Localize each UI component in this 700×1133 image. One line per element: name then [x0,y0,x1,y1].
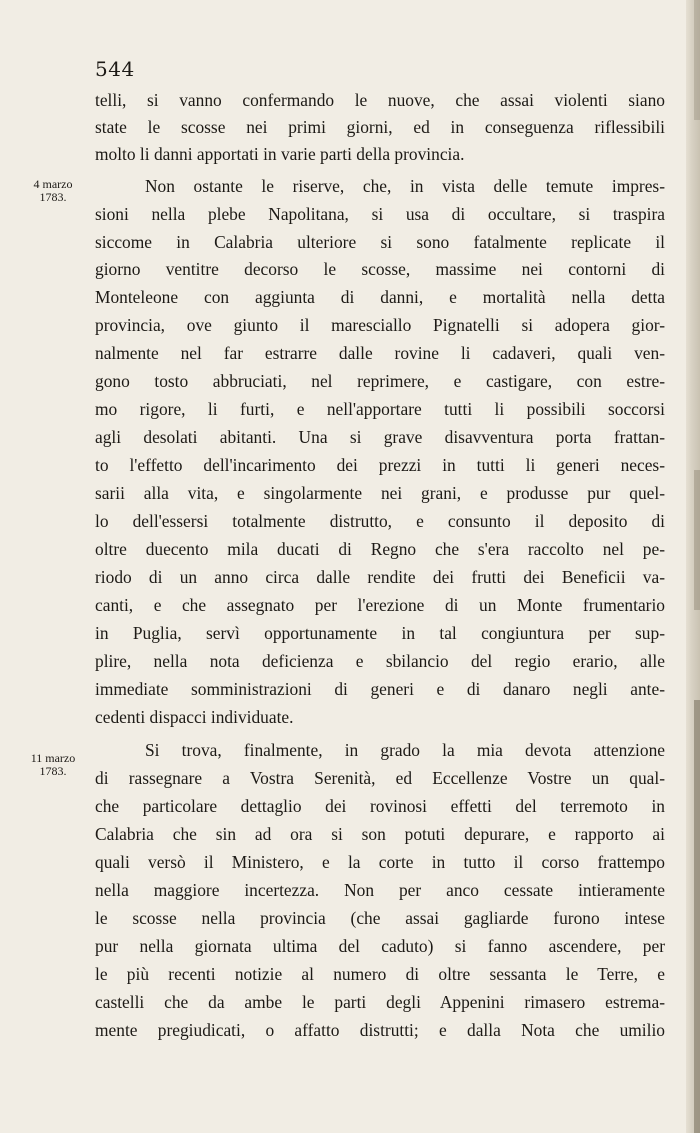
text-line: pur nella giornata ultima del caduto) si fanno ascendere, per [95,936,665,956]
text-line: riodo di un anno circa dalle rendite dei frutti dei Beneficii va- [95,567,665,587]
margin-note-year: 1783. [39,190,67,204]
text-line: Calabria che sin ad ora si son potuti depurare, e rapporto ai [95,824,665,844]
text-line: quali versò il Ministero, e la corte in tutto il corso frattempo [95,852,665,872]
text-line: cedenti dispacci individuate. [95,707,294,727]
text-line: castelli che da ambe le parti degli Appenini rimasero estrema- [95,992,665,1012]
text-line: Monteleone con aggiunta di danni, e mortalità nella detta [95,287,665,307]
text-line: gono tosto abbruciati, nel reprimere, e castigare, con estre- [95,371,665,391]
margin-note-date [18,178,88,204]
text-line: oltre duecento mila ducati di Regno che s'era raccolto nel pe- [95,539,665,559]
page-edge-shadow [686,0,700,1133]
text-line: le scosse nella provincia (che assai gagliarde furono intese [95,908,665,928]
text-line: Si trova, finalmente, in grado la mia devota attenzione [145,740,665,760]
text-line: mo rigore, li furti, e nell'apportare tutti li possibili soccorsi [95,399,665,419]
text-line: canti, e che assegnato per l'erezione di un Monte frumentario [95,595,665,615]
margin-note-year: 1783. [39,764,67,778]
text-line: di rassegnare a Vostra Serenità, ed Eccellenze Vostre un qual- [95,768,665,788]
text-line: Non ostante le riserve, che, in vista delle temute impres- [145,176,665,196]
text-line: immediate somministrazioni di generi e di danaro negli ante- [95,679,665,699]
text-line: giorno ventitre decorso le scosse, massime nei contorni di [95,259,665,279]
text-line: provincia, ove giunto il maresciallo Pignatelli si adopera gior- [95,315,665,335]
margin-note-day: 4 marzo [33,177,73,191]
text-line: molto li danni apportati in varie parti della provincia. [95,144,465,164]
text-line: nella maggiore incertezza. Non per anco cessate intieramente [95,880,665,900]
page-number: 544 [95,57,135,81]
text-line: telli, si vanno confermando le nuove, che assai violenti siano [95,90,665,110]
text-line: le più recenti notizie al numero di oltre sessanta le Terre, e [95,964,665,984]
text-line: che particolare dettaglio dei rovinosi effetti del terremoto in [95,796,665,816]
margin-note-date [18,752,88,778]
text-line: in Puglia, servì opportunamente in tal congiuntura per sup- [95,623,665,643]
text-line: siccome in Calabria ulteriore si sono fatalmente replicate il [95,232,665,252]
text-line: sarii alla vita, e singolarmente nei grani, e produsse pur quel- [95,483,665,503]
text-line: plire, nella nota deficienza e sbilancio del regio erario, alle [95,651,665,671]
text-line: agli desolati abitanti. Una si grave disavventura porta frattan- [95,427,665,447]
margin-note-day: 11 marzo [30,751,76,765]
text-line: state le scosse nei primi giorni, ed in conseguenza riflessibili [95,117,665,137]
text-line: nalmente nel far estrarre dalle rovine li cadaveri, quali ven- [95,343,665,363]
text-line: lo dell'essersi totalmente distrutto, e consunto il deposito di [95,511,665,531]
text-line: sioni nella plebe Napolitana, si usa di occultare, si traspira [95,204,665,224]
text-line: to l'effetto dell'incarimento dei prezzi in tutti li generi neces- [95,455,665,475]
text-line: mente pregiudicati, o affatto distrutti; e dalla Nota che umilio [95,1020,665,1040]
